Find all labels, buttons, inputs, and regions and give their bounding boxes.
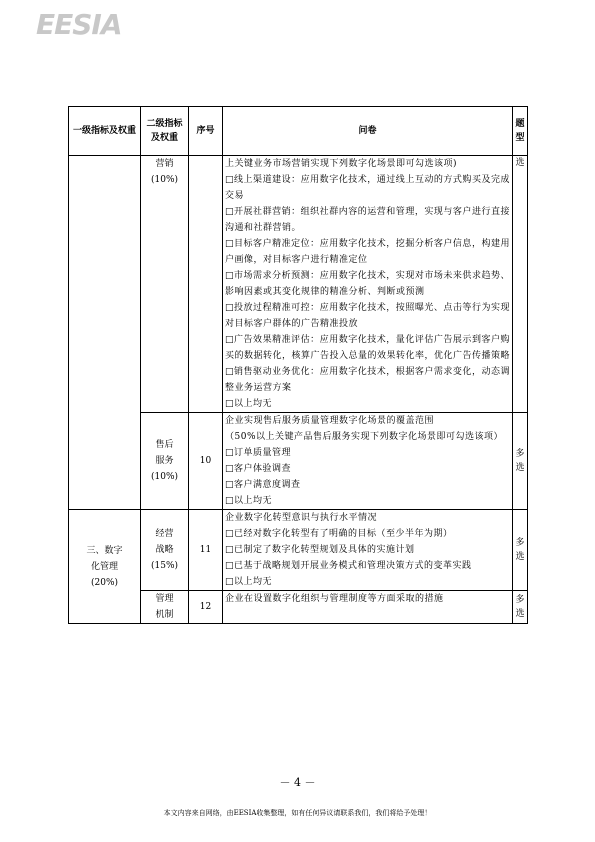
question-line: 上关键业务市场营销实现下列数字化场景即可勾选该项) [225, 159, 458, 169]
table-row-marketing [69, 156, 528, 413]
serial-number-cell: 10 [189, 413, 223, 510]
option-line: □已制定了数字化转型规划及具体的实施计划 [225, 545, 415, 555]
option-line: □订单质量管理 [225, 448, 292, 458]
option-line: □以上均无 [225, 496, 273, 506]
header-serial-number: 序号 [189, 107, 223, 156]
header-secondary-indicator: 二级指标及权重 [141, 107, 189, 156]
question-cell-marketing [223, 156, 513, 413]
question-line: 企业数字化转型意识与执行水平情况 [225, 513, 378, 523]
secondary-indicator-after-sales: 售后 服务 (10%) [141, 413, 189, 510]
primary-cell-empty [69, 156, 141, 510]
option-line: □投放过程精准可控：应用数字化技术，按照曝光、点击等行为实现对目标客户群体的广告精准投放 [225, 303, 510, 329]
eesia-logo: EESIA [36, 8, 122, 41]
option-line: □线上渠道建设：应用数字化技术，通过线上互动的方式购买及完成交易 [225, 175, 510, 201]
question-type-cell: 多 选 [513, 413, 528, 510]
question-type-cell: 多 选 [513, 591, 528, 624]
option-line: □客户体验调查 [225, 464, 292, 474]
option-line: □已经对数字化转型有了明确的目标（至少半年为期） [225, 529, 453, 539]
option-line: □已基于战略规划开展业务模式和管理决策方式的变革实践 [225, 561, 472, 571]
serial-number-cell: 11 [189, 510, 223, 591]
footer-note: 本文内容来自网络，由EESIA收集整理，如有任何异议请联系我们，我们将给予处理！ [163, 809, 432, 817]
question-line: （50%以上关键产品售后服务实现下列数字化场景即可勾选该项） [225, 432, 504, 442]
question-line: 企业在设置数字化组织与管理制度等方面采取的措施 [225, 594, 444, 604]
question-cell-after-sales [223, 413, 513, 510]
header-primary-indicator: 一级指标及权重 [69, 107, 141, 156]
option-line: □客户满意度调查 [225, 480, 301, 490]
option-line: □广告效果精准评估：应用数字化技术，量化评估广告展示到客户购买的数据转化，核算广告投入总量的效果转化率，优化广告传播策略 [225, 335, 511, 361]
header-question-type: 题型 [513, 107, 528, 156]
table-row-strategy [69, 510, 528, 591]
primary-indicator-digital-management: 三、数字 化管理 (20%) [69, 510, 141, 624]
option-line: □以上均无 [225, 399, 273, 409]
question-cell-mechanism [223, 591, 513, 624]
question-cell-strategy [223, 510, 513, 591]
page-number: － 4 － [279, 776, 316, 789]
option-line: □目标客户精准定位：应用数字化技术，挖掘分析客户信息，构建用户画像，对目标客户进行精准定位 [225, 239, 510, 265]
option-line: □市场需求分析预测：应用数字化技术，实现对市场未来供求趋势、影响因素或其变化规律的精准分析、判断或预测 [225, 271, 510, 297]
secondary-indicator-strategy: 经营 战略 (15%) [141, 510, 189, 591]
question-type-cell: 多 选 [513, 510, 528, 591]
questionnaire-table [68, 106, 528, 624]
question-line: 企业实现售后服务质量管理数字化场景的覆盖范围 [225, 416, 435, 426]
serial-number-cell [189, 156, 223, 413]
header-questionnaire: 问卷 [223, 107, 513, 156]
secondary-indicator-mechanism: 管理 机制 [141, 591, 189, 624]
serial-number-cell: 12 [189, 591, 223, 624]
question-type-cell: 选 [513, 156, 528, 413]
option-line: □以上均无 [225, 577, 273, 587]
secondary-indicator-marketing: 营销 (10%) [141, 156, 189, 413]
option-line: □开展社群营销：组织社群内容的运营和管理，实现与客户进行直接沟通和社群营销。 [225, 207, 510, 233]
option-line: □销售驱动业务优化：应用数字化技术，根据客户需求变化，动态调整业务运营方案 [225, 367, 510, 393]
table-header-row [69, 107, 528, 156]
